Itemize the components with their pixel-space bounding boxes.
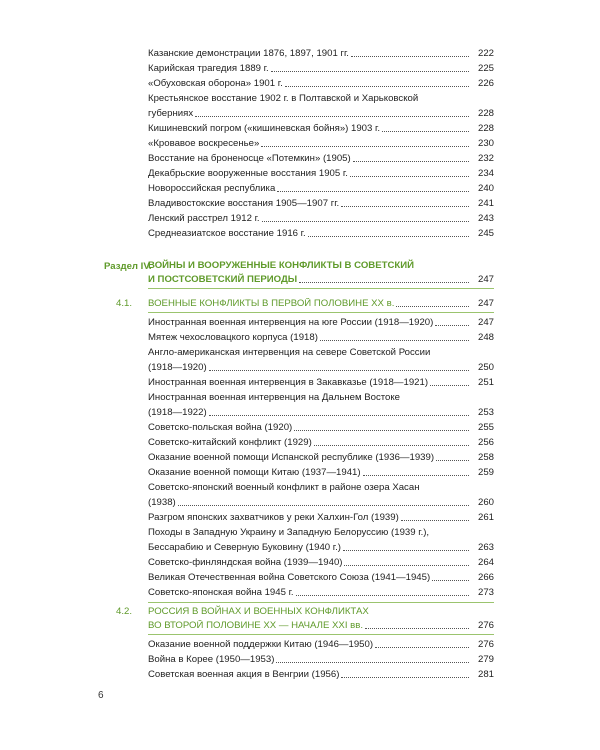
toc-leader-dots xyxy=(308,235,469,237)
toc-entry-page: 281 xyxy=(477,669,494,680)
toc-entry-title: Великая Отечественная война Советского Союза (1941—1945) xyxy=(148,572,431,583)
toc-entry-page: 228 xyxy=(477,123,494,134)
toc-entry-page: 248 xyxy=(477,332,494,343)
toc-entry-title: Советско-китайский конфликт (1929) xyxy=(148,437,312,448)
toc-entry-line1[interactable]: Советско-японский военный конфликт в районе озера Хасан xyxy=(148,482,420,493)
toc-entry[interactable] xyxy=(148,183,494,195)
subsection-title-line1[interactable]: РОССИЯ В ВОЙНАХ И ВОЕННЫХ КОНФЛИКТАХ xyxy=(148,606,369,617)
toc-entry-title: Владивостокские восстания 1905—1907 гг. xyxy=(148,198,340,209)
toc-entry-page: 228 xyxy=(477,108,494,119)
toc-leader-dots xyxy=(363,474,469,476)
toc-entry[interactable] xyxy=(148,63,494,75)
toc-entry-title: Война в Корее (1950—1953) xyxy=(148,654,275,665)
toc-entry-page: 260 xyxy=(477,497,494,508)
toc-leader-dots xyxy=(435,324,469,326)
toc-entry-page: 276 xyxy=(477,639,494,650)
toc-entry-page: 266 xyxy=(477,572,494,583)
toc-entry-title: (1918—1920) xyxy=(148,362,207,373)
toc-leader-dots xyxy=(314,444,469,446)
toc-entry-page: 241 xyxy=(477,198,494,209)
toc-leader-dots xyxy=(344,564,469,566)
subsection-divider xyxy=(148,312,494,313)
subsection-page: 247 xyxy=(477,298,494,309)
toc-entry[interactable] xyxy=(148,639,494,651)
subsection-title: ВОЕННЫЕ КОНФЛИКТЫ В ПЕРВОЙ ПОЛОВИНЕ XX в. xyxy=(148,298,395,309)
toc-entry[interactable] xyxy=(148,362,494,374)
section-divider xyxy=(148,288,494,289)
toc-entry-title: (1918—1922) xyxy=(148,407,207,418)
toc-entry-line1[interactable]: Иностранная военная интервенция на Дальнем Востоке xyxy=(148,392,401,403)
toc-leader-dots xyxy=(299,281,469,283)
subsection-divider-top xyxy=(148,602,494,603)
toc-entry-page: 226 xyxy=(477,78,494,89)
toc-entry[interactable] xyxy=(148,377,494,389)
toc-entry-title: Бессарабию и Северную Буковину (1940 г.) xyxy=(148,542,341,553)
toc-entry[interactable] xyxy=(148,557,494,569)
toc-entry-page: 261 xyxy=(477,512,494,523)
toc-entry-page: 253 xyxy=(477,407,494,418)
toc-entry-title: Карийская трагедия 1889 г. xyxy=(148,63,269,74)
toc-entry[interactable] xyxy=(148,123,494,135)
toc-entry[interactable] xyxy=(148,587,494,599)
toc-leader-dots xyxy=(277,190,469,192)
toc-entry[interactable] xyxy=(148,332,494,344)
section-page: 247 xyxy=(477,274,494,285)
toc-entry-line1[interactable]: Походы в Западную Украину и Западную Белоруссию (1939 г.), xyxy=(148,527,430,538)
toc-entry-page: 222 xyxy=(477,48,494,59)
toc-entry[interactable] xyxy=(148,48,494,60)
toc-entry-title: Советская военная акция в Венгрии (1956) xyxy=(148,669,340,680)
toc-entry-title: Оказание военной поддержки Китаю (1946—1950) xyxy=(148,639,374,650)
toc-entry-page: 258 xyxy=(477,452,494,463)
toc-entry-title: Кишиневский погром («кишиневская бойня») 1903 г. xyxy=(148,123,381,134)
toc-leader-dots xyxy=(195,115,469,117)
toc-entry-page: 255 xyxy=(477,422,494,433)
subsection-page: 276 xyxy=(477,620,494,631)
toc-entry-page: 234 xyxy=(477,168,494,179)
toc-entry-page: 263 xyxy=(477,542,494,553)
toc-entry-page: 251 xyxy=(477,377,494,388)
toc-leader-dots xyxy=(351,55,469,57)
toc-leader-dots xyxy=(432,579,469,581)
toc-entry[interactable] xyxy=(148,317,494,329)
toc-entry-title: Восстание на броненосце «Потемкин» (1905) xyxy=(148,153,351,164)
toc-entry[interactable] xyxy=(148,407,494,419)
subsection-title-line2: ВО ВТОРОЙ ПОЛОВИНЕ XX — НАЧАЛЕ XXI вв. xyxy=(148,620,364,631)
subsection-divider xyxy=(148,634,494,635)
toc-leader-dots xyxy=(296,594,469,596)
toc-entry-title: Советско-финляндская война (1939—1940) xyxy=(148,557,343,568)
toc-entry-title: «Кровавое воскресенье» xyxy=(148,138,260,149)
toc-leader-dots xyxy=(209,369,469,371)
toc-entry-page: 243 xyxy=(477,213,494,224)
toc-entry[interactable] xyxy=(148,497,494,509)
toc-entry-title: Иностранная военная интервенция в Закавказье (1918—1921) xyxy=(148,377,429,388)
toc-entry-page: 256 xyxy=(477,437,494,448)
toc-entry-page: 264 xyxy=(477,557,494,568)
toc-entry-page: 273 xyxy=(477,587,494,598)
toc-entry-title: (1938) xyxy=(148,497,176,508)
toc-leader-dots xyxy=(209,414,469,416)
toc-leader-dots xyxy=(262,220,469,222)
subsection-entry[interactable] xyxy=(148,298,494,310)
toc-entry-line1[interactable]: Крестьянское восстание 1902 г. в Полтавской и Харьковской xyxy=(148,93,419,104)
subsection-number: 4.1. xyxy=(116,298,133,309)
toc-leader-dots xyxy=(341,205,469,207)
toc-entry[interactable] xyxy=(148,572,494,584)
subsection-number: 4.2. xyxy=(116,606,133,617)
toc-entry[interactable] xyxy=(148,654,494,666)
toc-entry-line1[interactable]: Англо-американская интервенция на севере Советской России xyxy=(148,347,431,358)
toc-entry-page: 279 xyxy=(477,654,494,665)
toc-entry[interactable] xyxy=(148,153,494,165)
toc-entry-title: Декабрьские вооруженные восстания 1905 г. xyxy=(148,168,348,179)
toc-entry-page: 232 xyxy=(477,153,494,164)
toc-entry-title: Оказание военной помощи Испанской республике (1936—1939) xyxy=(148,452,435,463)
toc-entry-page: 247 xyxy=(477,317,494,328)
toc-leader-dots xyxy=(285,85,469,87)
toc-entry-page: 259 xyxy=(477,467,494,478)
toc-entry-page: 230 xyxy=(477,138,494,149)
toc-entry[interactable] xyxy=(148,198,494,210)
subsection-entry[interactable] xyxy=(148,620,494,632)
toc-leader-dots xyxy=(350,175,469,177)
toc-entry-page: 240 xyxy=(477,183,494,194)
toc-entry-title: Ленский расстрел 1912 г. xyxy=(148,213,260,224)
toc-leader-dots xyxy=(396,305,469,307)
toc-leader-dots xyxy=(271,70,469,72)
toc-leader-dots xyxy=(320,339,469,341)
toc-leader-dots xyxy=(294,429,469,431)
toc-leader-dots xyxy=(375,646,469,648)
section-label: Раздел IV. xyxy=(104,261,152,272)
toc-leader-dots xyxy=(261,145,469,147)
toc-leader-dots xyxy=(436,459,469,461)
toc-leader-dots xyxy=(343,549,469,551)
toc-entry[interactable] xyxy=(148,228,494,240)
toc-entry-title: Оказание военной помощи Китаю (1937—1941) xyxy=(148,467,361,478)
toc-entry-title: Иностранная военная интервенция на юге России (1918—1920) xyxy=(148,317,434,328)
toc-entry[interactable] xyxy=(148,422,494,434)
toc-leader-dots xyxy=(178,504,469,506)
toc-entry[interactable] xyxy=(148,669,494,681)
toc-entry-title: Разгром японских захватчиков у реки Халхин-Гол (1939) xyxy=(148,512,399,523)
toc-entry-page: 225 xyxy=(477,63,494,74)
toc-entry-title: губерниях xyxy=(148,108,194,119)
toc-entry-title: Советско-японская война 1945 г. xyxy=(148,587,294,598)
section-title-line1[interactable]: ВОЙНЫ И ВООРУЖЕННЫЕ КОНФЛИКТЫ В СОВЕТСКИЙ xyxy=(148,260,415,271)
toc-entry[interactable] xyxy=(148,437,494,449)
toc-leader-dots xyxy=(401,519,469,521)
toc-leader-dots xyxy=(382,130,469,132)
toc-entry-title: «Обуховская оборона» 1901 г. xyxy=(148,78,283,89)
page-number: 6 xyxy=(98,690,104,701)
section-entry[interactable] xyxy=(148,273,494,286)
section-title-line2: И ПОСТСОВЕТСКИЙ ПЕРИОДЫ xyxy=(148,274,298,285)
toc-entry[interactable] xyxy=(148,78,494,90)
toc-entry[interactable] xyxy=(148,213,494,225)
toc-entry[interactable] xyxy=(148,542,494,554)
toc-leader-dots xyxy=(276,661,469,663)
toc-entry[interactable] xyxy=(148,108,494,120)
toc-entry-page: 245 xyxy=(477,228,494,239)
toc-leader-dots xyxy=(341,676,469,678)
toc-entry[interactable] xyxy=(148,452,494,464)
toc-entry-title: Казанские демонстрации 1876, 1897, 1901 гг. xyxy=(148,48,349,59)
toc-entry[interactable] xyxy=(148,467,494,479)
toc-leader-dots xyxy=(353,160,469,162)
toc-entry[interactable] xyxy=(148,168,494,180)
toc-entry[interactable] xyxy=(148,512,494,524)
toc-entry-title: Мятеж чехословацкого корпуса (1918) xyxy=(148,332,318,343)
toc-entry-title: Новороссийская республика xyxy=(148,183,276,194)
toc-leader-dots xyxy=(430,384,469,386)
toc-leader-dots xyxy=(365,627,469,629)
toc-entry-page: 250 xyxy=(477,362,494,373)
toc-entry-title: Среднеазиатское восстание 1916 г. xyxy=(148,228,306,239)
toc-entry[interactable] xyxy=(148,138,494,150)
toc-entry-title: Советско-польская война (1920) xyxy=(148,422,293,433)
